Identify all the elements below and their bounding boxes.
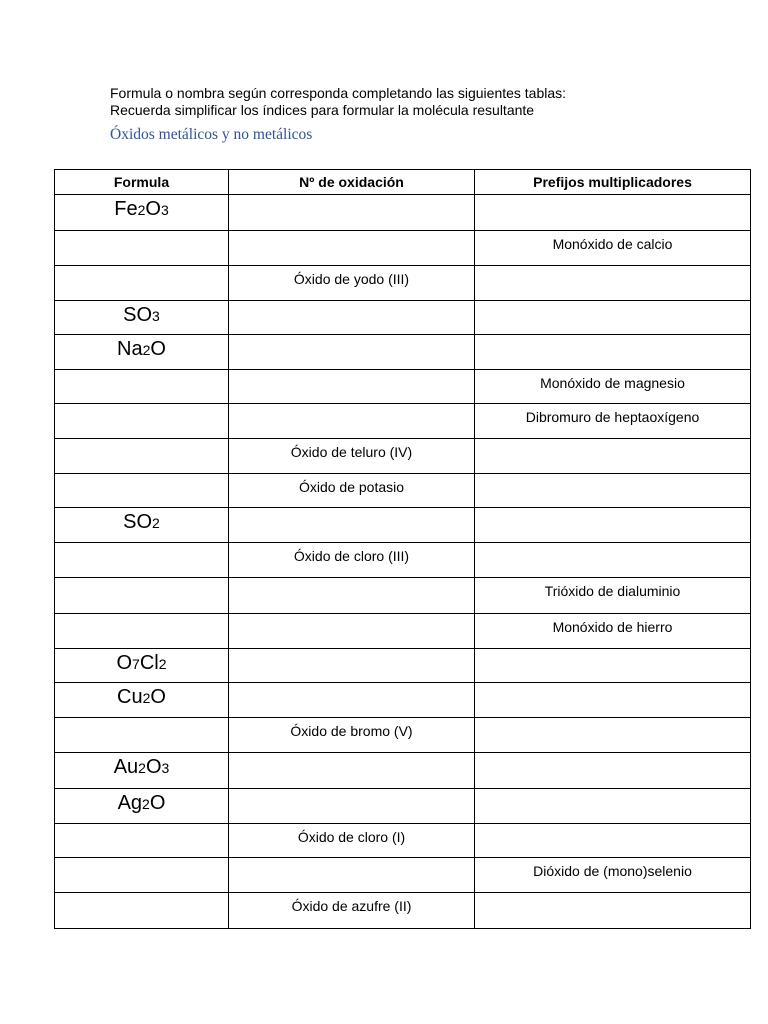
formula-subscript: 2 <box>138 760 146 776</box>
formula-cell[interactable] <box>55 718 229 753</box>
oxidation-number-cell[interactable] <box>229 578 475 614</box>
table-row <box>55 718 751 753</box>
oxidation-number-cell[interactable] <box>229 858 475 893</box>
table-row <box>55 753 751 789</box>
table-row <box>55 789 751 824</box>
multiplier-prefixes-cell[interactable] <box>475 195 751 231</box>
table-row <box>55 231 751 266</box>
multiplier-prefixes-cell[interactable] <box>475 789 751 824</box>
multiplier-prefixes-cell[interactable]: Monóxido de magnesio <box>475 370 751 404</box>
multiplier-prefixes-cell[interactable]: Trióxido de dialuminio <box>475 578 751 614</box>
table-row <box>55 301 751 335</box>
table-row <box>55 335 751 370</box>
table-row <box>55 195 751 231</box>
header-formula: Formula <box>55 170 229 195</box>
table-row <box>55 614 751 649</box>
formula-subscript: 7 <box>132 656 140 672</box>
multiplier-prefixes-cell[interactable]: Dióxido de (mono)selenio <box>475 858 751 893</box>
formula-cell[interactable] <box>55 893 229 929</box>
formula-cell[interactable] <box>55 508 229 543</box>
oxides-table <box>54 169 751 929</box>
instruction-line-1: Formula o nombra según corresponda completando las siguientes tablas: <box>110 85 567 101</box>
instruction-line-2: Recuerda simplificar los índices para formular la molécula resultante <box>110 102 535 118</box>
oxidation-number-cell[interactable]: Óxido de cloro (I) <box>229 824 475 858</box>
formula-cell[interactable] <box>55 404 229 439</box>
header-oxidation-number: Nº de oxidación <box>229 170 475 195</box>
formula-cell[interactable] <box>55 543 229 578</box>
oxidation-number-cell[interactable] <box>229 301 475 335</box>
table-row <box>55 474 751 508</box>
table-row <box>55 543 751 578</box>
oxidation-number-cell[interactable] <box>229 683 475 718</box>
oxidation-number-cell[interactable] <box>229 649 475 683</box>
multiplier-prefixes-cell[interactable]: Monóxido de calcio <box>475 231 751 266</box>
formula-symbol: Na <box>117 338 143 360</box>
formula-cell[interactable] <box>55 370 229 404</box>
oxidation-number-cell[interactable]: Óxido de cloro (III) <box>229 543 475 578</box>
multiplier-prefixes-cell[interactable] <box>475 893 751 929</box>
formula-symbol: O <box>145 756 162 778</box>
formula-cell[interactable] <box>55 824 229 858</box>
formula-subscript: 3 <box>152 308 160 324</box>
table-row <box>55 578 751 614</box>
formula-subscript: 2 <box>142 796 150 812</box>
multiplier-prefixes-cell[interactable] <box>475 266 751 301</box>
table-row <box>55 266 751 301</box>
formula-cell[interactable] <box>55 266 229 301</box>
formula-subscript: 2 <box>142 342 151 358</box>
formula-symbol: O <box>150 686 166 708</box>
formula-cell[interactable] <box>55 195 229 231</box>
formula-symbol: Au <box>113 756 139 778</box>
formula-cell[interactable] <box>55 753 229 789</box>
formula-symbol: Ag <box>117 792 143 814</box>
formula-subscript: 2 <box>152 515 160 531</box>
formula-symbol: O <box>145 198 161 220</box>
formula-symbol: O <box>150 338 166 360</box>
oxidation-number-cell[interactable] <box>229 614 475 649</box>
oxidation-number-cell[interactable] <box>229 231 475 266</box>
formula-symbol: SO <box>123 304 153 326</box>
multiplier-prefixes-cell[interactable]: Dibromuro de heptaoxígeno <box>475 404 751 439</box>
table-row <box>55 508 751 543</box>
multiplier-prefixes-cell[interactable] <box>475 335 751 370</box>
formula-symbol: Cu <box>117 686 143 708</box>
oxidation-number-cell[interactable]: Óxido de potasio <box>229 474 475 508</box>
multiplier-prefixes-cell[interactable] <box>475 439 751 474</box>
oxidation-number-cell[interactable] <box>229 753 475 789</box>
table-row <box>55 683 751 718</box>
formula-cell[interactable] <box>55 683 229 718</box>
multiplier-prefixes-cell[interactable] <box>475 824 751 858</box>
table-header-row <box>55 170 751 195</box>
oxidation-number-cell[interactable]: Óxido de yodo (III) <box>229 266 475 301</box>
formula-cell[interactable] <box>55 301 229 335</box>
oxidation-number-cell[interactable] <box>229 404 475 439</box>
table-row <box>55 649 751 683</box>
table-row <box>55 370 751 404</box>
instructions <box>110 85 566 119</box>
formula-cell[interactable] <box>55 789 229 824</box>
multiplier-prefixes-cell[interactable] <box>475 543 751 578</box>
section-title: Óxidos metálicos y no metálicos <box>110 126 313 143</box>
table-row <box>55 404 751 439</box>
multiplier-prefixes-cell[interactable]: Monóxido de hierro <box>475 614 751 649</box>
header-multiplier-prefixes: Prefijos multiplicadores <box>475 170 751 195</box>
formula-subscript: 2 <box>137 202 146 218</box>
formula-subscript: 3 <box>160 202 169 218</box>
multiplier-prefixes-cell[interactable] <box>475 508 751 543</box>
formula-cell[interactable] <box>55 578 229 614</box>
formula-cell[interactable] <box>55 614 229 649</box>
table-body <box>55 195 751 929</box>
oxidation-number-cell[interactable] <box>229 789 475 824</box>
formula-symbol: Cl <box>139 652 159 674</box>
oxidation-number-cell[interactable] <box>229 508 475 543</box>
table-row <box>55 858 751 893</box>
formula-cell[interactable] <box>55 335 229 370</box>
multiplier-prefixes-cell[interactable] <box>475 301 751 335</box>
formula-subscript: 2 <box>158 656 167 672</box>
multiplier-prefixes-cell[interactable] <box>475 718 751 753</box>
multiplier-prefixes-cell[interactable] <box>475 649 751 683</box>
formula-symbol: SO <box>123 511 153 533</box>
oxidation-number-cell[interactable]: Óxido de azufre (II) <box>229 893 475 929</box>
formula-symbol: O <box>149 792 166 814</box>
oxidation-number-cell[interactable] <box>229 370 475 404</box>
formula-cell[interactable] <box>55 231 229 266</box>
formula-symbol: O <box>116 652 133 674</box>
formula-subscript: 3 <box>161 760 170 776</box>
oxidation-number-cell[interactable] <box>229 195 475 231</box>
table-row <box>55 439 751 474</box>
multiplier-prefixes-cell[interactable] <box>475 753 751 789</box>
oxidation-number-cell[interactable] <box>229 335 475 370</box>
formula-cell[interactable] <box>55 858 229 893</box>
oxidation-number-cell[interactable]: Óxido de bromo (V) <box>229 718 475 753</box>
formula-cell[interactable] <box>55 474 229 508</box>
formula-subscript: 2 <box>142 690 151 706</box>
multiplier-prefixes-cell[interactable] <box>475 683 751 718</box>
multiplier-prefixes-cell[interactable] <box>475 474 751 508</box>
table-row <box>55 824 751 858</box>
table-row <box>55 893 751 929</box>
formula-symbol: Fe <box>114 198 138 220</box>
oxidation-number-cell[interactable]: Óxido de teluro (IV) <box>229 439 475 474</box>
formula-cell[interactable] <box>55 439 229 474</box>
formula-cell[interactable] <box>55 649 229 683</box>
